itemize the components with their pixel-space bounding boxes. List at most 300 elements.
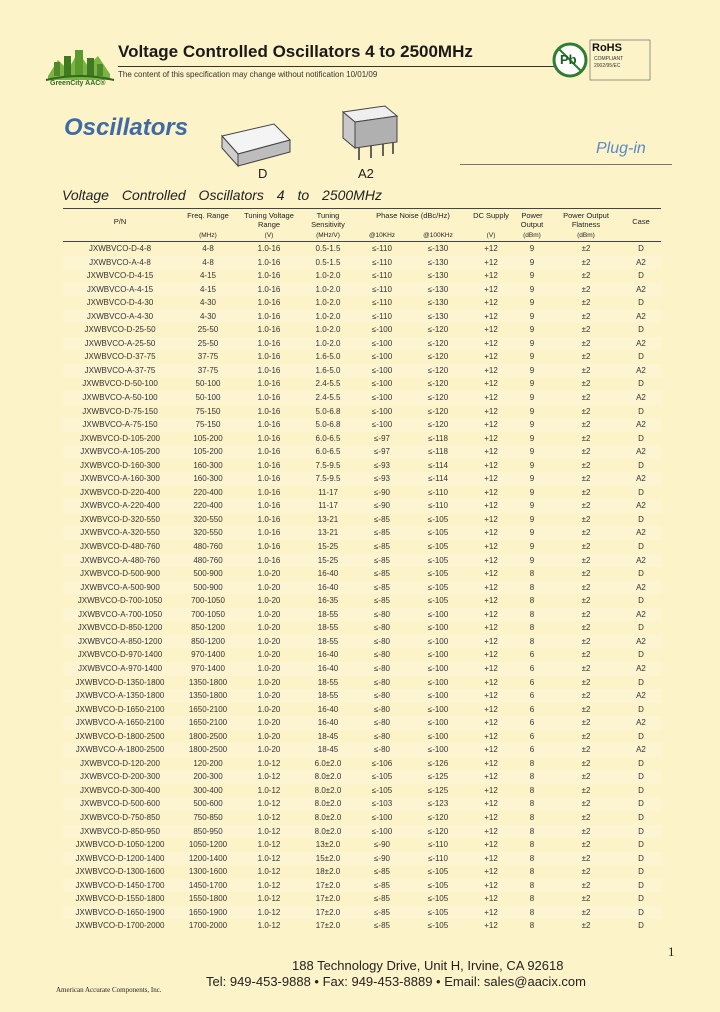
cell-case: D bbox=[638, 569, 644, 579]
cell-tuning-sensitivity: 8.0±2.0 bbox=[314, 826, 342, 836]
cell-tuning-voltage: 1.0-12 bbox=[257, 853, 281, 863]
cell-freq-range: 160-300 bbox=[193, 474, 223, 484]
table-row bbox=[63, 242, 661, 256]
cell-flatness: ±2 bbox=[581, 718, 591, 728]
footer-company: American Accurate Components, Inc. bbox=[56, 986, 162, 994]
table-row bbox=[63, 662, 661, 676]
table-row bbox=[63, 554, 661, 568]
cell-part-number: JXWBVCO-A-75-150 bbox=[82, 420, 158, 430]
cell-power-output: 8 bbox=[529, 894, 535, 904]
header-pout: Power Output bbox=[520, 211, 544, 229]
header-tune-s: Tuning Sensitivity bbox=[311, 211, 345, 229]
cell-power-output: 6 bbox=[529, 718, 535, 728]
cell-tuning-voltage: 1.0-20 bbox=[257, 663, 281, 673]
cell-flatness: ±2 bbox=[581, 853, 591, 863]
table-row bbox=[63, 689, 661, 703]
cell-flatness: ±2 bbox=[581, 487, 591, 497]
cell-dc-supply: +12 bbox=[484, 772, 498, 782]
cell-phase-noise-100k: ≤-130 bbox=[427, 284, 449, 294]
table-row bbox=[63, 472, 661, 486]
cell-tuning-voltage: 1.0-12 bbox=[257, 867, 281, 877]
cell-power-output: 9 bbox=[529, 298, 535, 308]
cell-power-output: 9 bbox=[529, 460, 535, 470]
cell-tuning-sensitivity: 16-40 bbox=[317, 663, 339, 673]
cell-freq-range: 37-75 bbox=[197, 365, 219, 375]
cell-flatness: ±2 bbox=[581, 745, 591, 755]
cell-freq-range: 850-1200 bbox=[191, 623, 225, 633]
cell-part-number: JXWBVCO-D-1800-2500 bbox=[75, 731, 165, 741]
rohs-title: RoHS bbox=[592, 42, 622, 54]
cell-dc-supply: +12 bbox=[484, 921, 498, 931]
cell-phase-noise-10k: ≤-105 bbox=[371, 785, 393, 795]
cell-tuning-sensitivity: 16-40 bbox=[317, 582, 339, 592]
cell-flatness: ±2 bbox=[581, 352, 591, 362]
cell-case: A2 bbox=[636, 609, 646, 619]
cell-tuning-voltage: 1.0-16 bbox=[257, 298, 281, 308]
cell-phase-noise-100k: ≤-120 bbox=[427, 379, 449, 389]
cell-power-output: 9 bbox=[529, 393, 535, 403]
cell-flatness: ±2 bbox=[581, 812, 591, 822]
cell-case: D bbox=[638, 325, 644, 335]
cell-power-output: 9 bbox=[529, 284, 535, 294]
cell-tuning-sensitivity: 1.6-5.0 bbox=[315, 352, 341, 362]
cell-freq-range: 320-550 bbox=[193, 528, 223, 538]
cell-part-number: JXWBVCO-D-1650-1900 bbox=[75, 907, 165, 917]
cell-case: A2 bbox=[636, 691, 646, 701]
cell-flatness: ±2 bbox=[581, 555, 591, 565]
cell-tuning-voltage: 1.0-16 bbox=[257, 325, 281, 335]
table-row bbox=[63, 377, 661, 391]
cell-part-number: JXWBVCO-D-1050-1200 bbox=[75, 840, 165, 850]
cell-part-number: JXWBVCO-D-120-200 bbox=[79, 758, 161, 768]
cell-tuning-voltage: 1.0-20 bbox=[257, 609, 281, 619]
cell-tuning-voltage: 1.0-12 bbox=[257, 840, 281, 850]
cell-tuning-sensitivity: 1.0-2.0 bbox=[315, 298, 341, 308]
section-subtitle: Voltage Controlled Oscillators 4 to 2500MHz bbox=[62, 187, 382, 203]
cell-dc-supply: +12 bbox=[484, 799, 498, 809]
cell-part-number: JXWBVCO-D-970-1400 bbox=[77, 650, 163, 660]
cell-phase-noise-100k: ≤-118 bbox=[428, 447, 448, 457]
cell-flatness: ±2 bbox=[581, 785, 591, 795]
cell-flatness: ±2 bbox=[581, 663, 591, 673]
cell-freq-range: 700-1050 bbox=[191, 609, 225, 619]
cell-phase-noise-100k: ≤-125 bbox=[427, 785, 449, 795]
cell-case: A2 bbox=[636, 501, 646, 511]
cell-power-output: 9 bbox=[529, 244, 535, 253]
table-row bbox=[63, 797, 661, 811]
table-row bbox=[63, 608, 661, 622]
cell-freq-range: 700-1050 bbox=[191, 596, 225, 606]
header-dc: DC Supply bbox=[473, 211, 509, 220]
cell-power-output: 9 bbox=[529, 528, 535, 538]
cell-phase-noise-10k: ≤-85 bbox=[374, 569, 390, 579]
cell-dc-supply: +12 bbox=[484, 785, 498, 795]
cell-tuning-sensitivity: 0.5-1.5 bbox=[315, 244, 341, 253]
cell-power-output: 9 bbox=[529, 501, 535, 511]
cell-power-output: 9 bbox=[529, 433, 535, 443]
cell-phase-noise-100k: ≤-120 bbox=[427, 826, 449, 836]
cell-tuning-voltage: 1.0-12 bbox=[257, 921, 281, 931]
cell-part-number: JXWBVCO-A-4-15 bbox=[86, 284, 154, 294]
cell-flatness: ±2 bbox=[581, 596, 591, 606]
cell-part-number: JXWBVCO-D-750-850 bbox=[79, 812, 161, 822]
cell-phase-noise-10k: ≤-80 bbox=[374, 731, 390, 741]
cell-power-output: 9 bbox=[529, 514, 535, 524]
cell-freq-range: 300-400 bbox=[193, 785, 223, 795]
cell-power-output: 8 bbox=[529, 907, 535, 917]
cell-case: A2 bbox=[636, 393, 646, 403]
cell-freq-range: 500-600 bbox=[193, 799, 223, 809]
cell-tuning-voltage: 1.0-20 bbox=[257, 731, 281, 741]
cell-tuning-voltage: 1.0-12 bbox=[257, 785, 281, 795]
cell-phase-noise-100k: ≤-100 bbox=[427, 745, 449, 755]
cell-freq-range: 4-8 bbox=[202, 257, 214, 267]
table-header bbox=[63, 206, 661, 230]
cell-flatness: ±2 bbox=[581, 447, 591, 457]
cell-case: D bbox=[638, 514, 644, 524]
logo-text: GreenCity AAC® bbox=[50, 80, 106, 87]
cell-phase-noise-100k: ≤-105 bbox=[427, 907, 449, 917]
cell-case: D bbox=[638, 460, 644, 470]
cell-dc-supply: +12 bbox=[484, 867, 498, 877]
table-row bbox=[63, 364, 661, 378]
cell-flatness: ±2 bbox=[581, 636, 591, 646]
cell-tuning-voltage: 1.0-12 bbox=[257, 812, 281, 822]
cell-phase-noise-10k: ≤-110 bbox=[372, 244, 392, 253]
cell-case: D bbox=[638, 542, 644, 552]
cell-phase-noise-100k: ≤-105 bbox=[427, 894, 449, 904]
cell-phase-noise-10k: ≤-80 bbox=[374, 677, 390, 687]
cell-power-output: 9 bbox=[529, 352, 535, 362]
cell-phase-noise-10k: ≤-93 bbox=[374, 460, 390, 470]
cell-dc-supply: +12 bbox=[484, 718, 498, 728]
cell-freq-range: 50-100 bbox=[195, 379, 221, 389]
cell-tuning-sensitivity: 1.0-2.0 bbox=[315, 311, 341, 321]
cell-dc-supply: +12 bbox=[484, 352, 498, 362]
table-row bbox=[63, 418, 661, 432]
cell-tuning-sensitivity: 7.5-9.5 bbox=[315, 474, 341, 484]
cell-dc-supply: +12 bbox=[484, 907, 498, 917]
cell-dc-supply: +12 bbox=[484, 379, 498, 389]
header-freq: Freq. Range bbox=[187, 211, 229, 220]
table-row bbox=[63, 852, 661, 866]
cell-tuning-voltage: 1.0-20 bbox=[257, 718, 281, 728]
cell-tuning-voltage: 1.0-12 bbox=[257, 772, 281, 782]
cell-tuning-voltage: 1.0-12 bbox=[257, 799, 281, 809]
cell-tuning-voltage: 1.0-16 bbox=[257, 311, 281, 321]
cell-dc-supply: +12 bbox=[484, 650, 498, 660]
cell-part-number: JXWBVCO-D-1450-1700 bbox=[75, 880, 165, 890]
cell-tuning-sensitivity: 1.6-5.0 bbox=[315, 365, 341, 375]
cell-phase-noise-10k: ≤-85 bbox=[374, 867, 390, 877]
cell-flatness: ±2 bbox=[581, 406, 591, 416]
cell-freq-range: 120-200 bbox=[193, 758, 223, 768]
cell-tuning-sensitivity: 13-21 bbox=[317, 528, 339, 538]
cell-part-number: JXWBVCO-D-220-400 bbox=[79, 487, 161, 497]
cell-phase-noise-100k: ≤-100 bbox=[427, 691, 449, 701]
table-row bbox=[63, 784, 661, 798]
cell-case: A2 bbox=[636, 663, 646, 673]
cell-power-output: 9 bbox=[529, 379, 535, 389]
cell-dc-supply: +12 bbox=[484, 298, 498, 308]
cell-tuning-sensitivity: 8.0±2.0 bbox=[314, 799, 342, 809]
cell-power-output: 8 bbox=[529, 826, 535, 836]
header-tune-v: Tuning Voltage Range bbox=[244, 211, 294, 229]
cell-dc-supply: +12 bbox=[484, 447, 498, 457]
cell-case: D bbox=[638, 758, 644, 768]
cell-phase-noise-10k: ≤-100 bbox=[371, 812, 393, 822]
cell-case: D bbox=[638, 704, 644, 714]
cell-tuning-voltage: 1.0-12 bbox=[257, 894, 281, 904]
cell-freq-range: 4-30 bbox=[199, 298, 216, 308]
cell-power-output: 9 bbox=[529, 365, 535, 375]
cell-part-number: JXWBVCO-D-480-760 bbox=[79, 542, 161, 552]
cell-case: D bbox=[638, 812, 644, 822]
cell-part-number: JXWBVCO-D-1550-1800 bbox=[75, 894, 165, 904]
cell-freq-range: 37-75 bbox=[197, 352, 219, 362]
cell-phase-noise-10k: ≤-103 bbox=[371, 799, 393, 809]
cell-case: D bbox=[638, 840, 644, 850]
cell-tuning-voltage: 1.0-12 bbox=[257, 907, 281, 917]
cell-freq-range: 4-8 bbox=[202, 244, 214, 253]
cell-dc-supply: +12 bbox=[484, 406, 498, 416]
table-row bbox=[63, 269, 661, 283]
cell-tuning-sensitivity: 16-40 bbox=[317, 704, 339, 714]
cell-tuning-sensitivity: 16-35 bbox=[317, 596, 339, 606]
table-row bbox=[63, 919, 661, 933]
cell-phase-noise-100k: ≤-100 bbox=[427, 623, 449, 633]
cell-phase-noise-100k: ≤-105 bbox=[427, 582, 449, 592]
cell-part-number: JXWBVCO-D-1200-1400 bbox=[75, 853, 165, 863]
table-row bbox=[63, 743, 661, 757]
cell-case: A2 bbox=[636, 528, 646, 538]
cell-flatness: ±2 bbox=[581, 569, 591, 579]
cell-case: D bbox=[638, 853, 644, 863]
cell-part-number: JXWBVCO-D-320-550 bbox=[79, 514, 161, 524]
cell-phase-noise-100k: ≤-105 bbox=[427, 555, 449, 565]
cell-dc-supply: +12 bbox=[484, 271, 498, 281]
cell-tuning-sensitivity: 17±2.0 bbox=[315, 880, 341, 890]
cell-phase-noise-100k: ≤-105 bbox=[427, 880, 449, 890]
cell-dc-supply: +12 bbox=[484, 691, 498, 701]
cell-case: A2 bbox=[636, 718, 646, 728]
cell-tuning-voltage: 1.0-20 bbox=[257, 650, 281, 660]
cell-freq-range: 500-900 bbox=[193, 582, 223, 592]
cell-phase-noise-10k: ≤-97 bbox=[374, 433, 390, 443]
cell-freq-range: 50-100 bbox=[195, 393, 221, 403]
header-flat: Power Output Flatness bbox=[563, 211, 609, 229]
cell-case: D bbox=[638, 731, 644, 741]
rohs-compliant: COMPLIANT bbox=[594, 56, 624, 62]
cell-flatness: ±2 bbox=[581, 691, 591, 701]
cell-tuning-sensitivity: 18±2.0 bbox=[315, 867, 341, 877]
cell-tuning-voltage: 1.0-20 bbox=[257, 582, 281, 592]
cell-tuning-voltage: 1.0-12 bbox=[257, 826, 281, 836]
cell-freq-range: 4-15 bbox=[199, 284, 216, 294]
cell-dc-supply: +12 bbox=[484, 460, 498, 470]
cell-power-output: 8 bbox=[529, 867, 535, 877]
cell-dc-supply: +12 bbox=[484, 894, 498, 904]
cell-part-number: JXWBVCO-A-37-75 bbox=[84, 365, 156, 375]
cell-part-number: JXWBVCO-D-200-300 bbox=[79, 772, 161, 782]
cell-phase-noise-10k: ≤-80 bbox=[374, 636, 390, 646]
cell-power-output: 9 bbox=[529, 420, 535, 430]
cell-tuning-voltage: 1.0-16 bbox=[257, 257, 281, 267]
cell-power-output: 9 bbox=[529, 406, 535, 416]
cell-freq-range: 1450-1700 bbox=[188, 880, 228, 890]
cell-freq-range: 480-760 bbox=[193, 542, 223, 552]
cell-power-output: 9 bbox=[529, 338, 535, 348]
cell-flatness: ±2 bbox=[581, 528, 591, 538]
cell-part-number: JXWBVCO-D-50-100 bbox=[82, 379, 158, 389]
cell-tuning-sensitivity: 0.5-1.5 bbox=[315, 257, 341, 267]
cell-tuning-voltage: 1.0-20 bbox=[257, 569, 281, 579]
cell-flatness: ±2 bbox=[581, 433, 591, 443]
cell-part-number: JXWBVCO-D-1300-1600 bbox=[75, 867, 165, 877]
header-case: Case bbox=[632, 217, 650, 226]
cell-power-output: 6 bbox=[529, 650, 535, 660]
cell-power-output: 6 bbox=[529, 663, 535, 673]
cell-phase-noise-100k: ≤-130 bbox=[427, 257, 449, 267]
cell-case: D bbox=[638, 406, 644, 416]
cell-flatness: ±2 bbox=[581, 867, 591, 877]
cell-part-number: JXWBVCO-D-700-1050 bbox=[77, 596, 163, 606]
cell-part-number: JXWBVCO-A-25-50 bbox=[84, 338, 156, 348]
cell-tuning-sensitivity: 1.0-2.0 bbox=[315, 271, 341, 281]
package-a2-image-icon bbox=[335, 104, 401, 164]
package-a2-label: A2 bbox=[358, 166, 374, 181]
cell-flatness: ±2 bbox=[581, 704, 591, 714]
cell-phase-noise-10k: ≤-100 bbox=[371, 325, 393, 335]
cell-tuning-sensitivity: 7.5-9.5 bbox=[315, 460, 341, 470]
cell-power-output: 8 bbox=[529, 772, 535, 782]
cell-part-number: JXWBVCO-D-1650-2100 bbox=[75, 704, 165, 714]
table-row bbox=[63, 770, 661, 784]
cell-dc-supply: +12 bbox=[484, 257, 498, 267]
cell-freq-range: 320-550 bbox=[193, 514, 223, 524]
cell-tuning-voltage: 1.0-20 bbox=[257, 691, 281, 701]
cell-tuning-voltage: 1.0-16 bbox=[257, 271, 281, 281]
cell-flatness: ±2 bbox=[581, 420, 591, 430]
cell-phase-noise-10k: ≤-100 bbox=[371, 406, 393, 416]
cell-tuning-sensitivity: 2.4-5.5 bbox=[315, 393, 341, 403]
table-row bbox=[63, 716, 661, 730]
cell-tuning-voltage: 1.0-16 bbox=[257, 474, 281, 484]
cell-tuning-voltage: 1.0-16 bbox=[257, 555, 281, 565]
cell-phase-noise-10k: ≤-90 bbox=[374, 487, 390, 497]
unit-p100: @100KHz bbox=[423, 232, 453, 239]
cell-dc-supply: +12 bbox=[484, 433, 498, 443]
page-number: 1 bbox=[668, 944, 675, 959]
cell-tuning-sensitivity: 5.0-6.8 bbox=[315, 420, 341, 430]
cell-freq-range: 850-1200 bbox=[191, 636, 225, 646]
cell-tuning-sensitivity: 2.4-5.5 bbox=[315, 379, 341, 389]
table-row bbox=[63, 445, 661, 459]
cell-power-output: 9 bbox=[529, 311, 535, 321]
cell-power-output: 6 bbox=[529, 691, 535, 701]
cell-phase-noise-10k: ≤-80 bbox=[374, 704, 390, 714]
cell-part-number: JXWBVCO-A-700-1050 bbox=[77, 609, 163, 619]
footer-contact: Tel: 949-453-9888 • Fax: 949-453-8889 • Email: sales@aacix.com bbox=[206, 974, 586, 989]
cell-freq-range: 1800-2500 bbox=[188, 745, 228, 755]
cell-dc-supply: +12 bbox=[484, 474, 498, 484]
cell-phase-noise-10k: ≤-80 bbox=[374, 609, 390, 619]
cell-power-output: 8 bbox=[529, 582, 535, 592]
cell-tuning-sensitivity: 8.0±2.0 bbox=[314, 812, 342, 822]
table-row bbox=[63, 567, 661, 581]
cell-tuning-voltage: 1.0-20 bbox=[257, 677, 281, 687]
cell-phase-noise-100k: ≤-118 bbox=[428, 433, 448, 443]
cell-dc-supply: +12 bbox=[484, 840, 498, 850]
cell-tuning-voltage: 1.0-16 bbox=[257, 406, 281, 416]
table-row bbox=[63, 865, 661, 879]
table-row bbox=[63, 526, 661, 540]
cell-flatness: ±2 bbox=[581, 582, 591, 592]
cell-case: D bbox=[638, 677, 644, 687]
cell-dc-supply: +12 bbox=[484, 325, 498, 335]
cell-phase-noise-100k: ≤-110 bbox=[428, 501, 448, 511]
cell-tuning-sensitivity: 6.0-6.5 bbox=[315, 433, 341, 443]
cell-part-number: JXWBVCO-A-105-200 bbox=[80, 447, 160, 457]
cell-phase-noise-100k: ≤-105 bbox=[427, 867, 449, 877]
cell-tuning-voltage: 1.0-16 bbox=[257, 487, 281, 497]
cell-tuning-voltage: 1.0-12 bbox=[257, 880, 281, 890]
cell-case: D bbox=[638, 433, 644, 443]
cell-dc-supply: +12 bbox=[484, 582, 498, 592]
cell-power-output: 6 bbox=[529, 731, 535, 741]
cell-power-output: 8 bbox=[529, 596, 535, 606]
cell-flatness: ±2 bbox=[581, 907, 591, 917]
cell-freq-range: 970-1400 bbox=[191, 650, 225, 660]
cell-tuning-sensitivity: 13-21 bbox=[317, 514, 339, 524]
cell-flatness: ±2 bbox=[581, 542, 591, 552]
cell-phase-noise-10k: ≤-85 bbox=[374, 921, 390, 931]
cell-tuning-voltage: 1.0-16 bbox=[257, 393, 281, 403]
cell-tuning-sensitivity: 15-25 bbox=[317, 542, 339, 552]
cell-part-number: JXWBVCO-A-4-8 bbox=[89, 257, 151, 267]
cell-part-number: JXWBVCO-D-75-150 bbox=[82, 406, 158, 416]
cell-case: A2 bbox=[636, 745, 646, 755]
cell-case: D bbox=[638, 907, 644, 917]
cell-case: D bbox=[638, 826, 644, 836]
cell-power-output: 8 bbox=[529, 799, 535, 809]
cell-phase-noise-10k: ≤-85 bbox=[374, 907, 390, 917]
cell-phase-noise-10k: ≤-100 bbox=[371, 393, 393, 403]
cell-freq-range: 1300-1600 bbox=[188, 867, 228, 877]
cell-phase-noise-100k: ≤-130 bbox=[427, 311, 449, 321]
cell-tuning-voltage: 1.0-16 bbox=[257, 420, 281, 430]
cell-power-output: 9 bbox=[529, 474, 535, 484]
cell-freq-range: 500-900 bbox=[193, 569, 223, 579]
cell-part-number: JXWBVCO-A-160-300 bbox=[80, 474, 160, 484]
cell-case: A2 bbox=[636, 338, 646, 348]
footer-address: 188 Technology Drive, Unit H, Irvine, CA 92618 bbox=[292, 958, 564, 973]
cell-phase-noise-100k: ≤-105 bbox=[427, 921, 449, 931]
table-row bbox=[63, 825, 661, 839]
cell-flatness: ±2 bbox=[581, 325, 591, 335]
cell-case: D bbox=[638, 596, 644, 606]
cell-phase-noise-100k: ≤-100 bbox=[427, 609, 449, 619]
cell-freq-range: 480-760 bbox=[193, 555, 223, 565]
table-row bbox=[63, 256, 661, 270]
cell-flatness: ±2 bbox=[581, 826, 591, 836]
cell-phase-noise-10k: ≤-110 bbox=[372, 271, 392, 281]
cell-tuning-sensitivity: 1.0-2.0 bbox=[315, 284, 341, 294]
cell-flatness: ±2 bbox=[581, 677, 591, 687]
cell-phase-noise-100k: ≤-100 bbox=[427, 663, 449, 673]
cell-freq-range: 75-150 bbox=[195, 420, 221, 430]
cell-case: D bbox=[638, 271, 644, 281]
